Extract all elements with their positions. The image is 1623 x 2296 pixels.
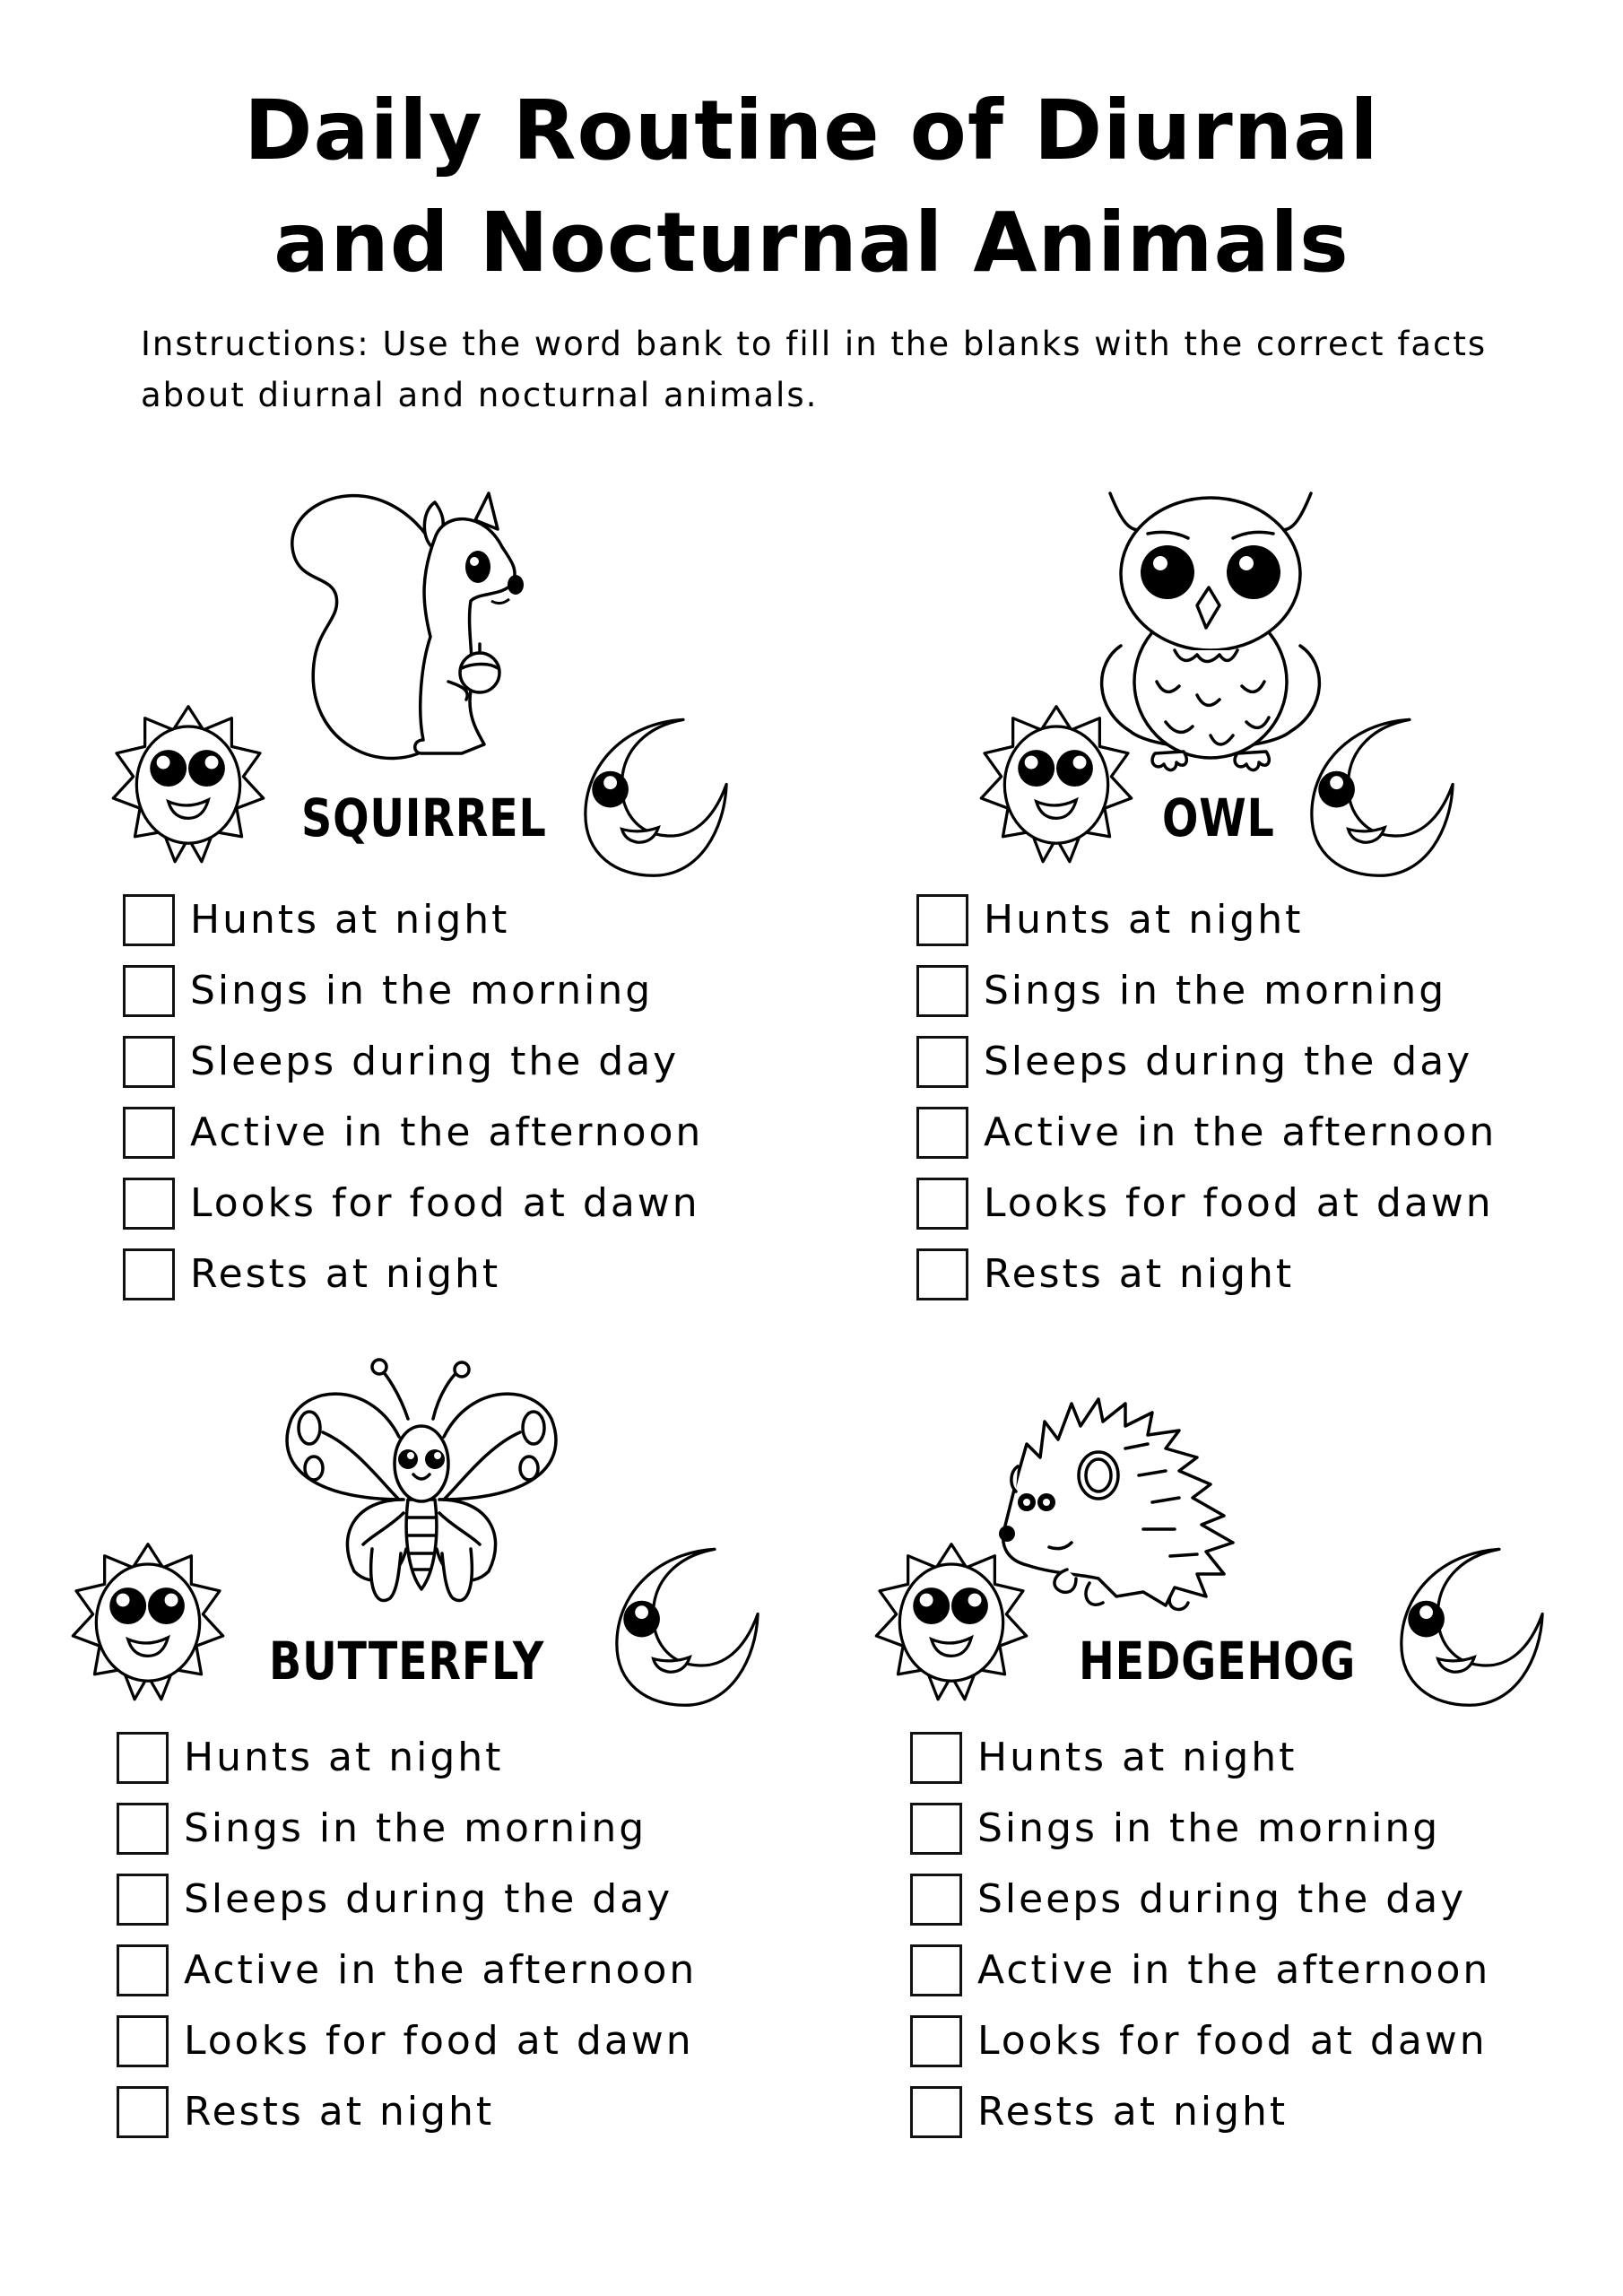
checklist-item bbox=[123, 884, 703, 955]
checklist-item bbox=[910, 1935, 1490, 2005]
checklist-item-label: Rests at night bbox=[190, 1251, 501, 1297]
animal-label-squirrel: SQUIRREL bbox=[301, 787, 547, 848]
moon-icon bbox=[1291, 713, 1462, 879]
checklist-item bbox=[916, 955, 1497, 1026]
checkbox[interactable] bbox=[117, 2015, 169, 2067]
checkbox[interactable] bbox=[123, 1036, 175, 1088]
checklist-item bbox=[117, 1793, 697, 1864]
sun-icon bbox=[973, 703, 1140, 870]
checkbox[interactable] bbox=[117, 1732, 169, 1784]
checklist-item-label: Active in the afternoon bbox=[977, 1947, 1491, 1993]
sun-icon bbox=[65, 1541, 231, 1708]
checklist-item bbox=[916, 1168, 1497, 1239]
checklist-item-label: Hunts at night bbox=[984, 897, 1304, 943]
checklist-item-label: Sings in the morning bbox=[184, 1805, 647, 1851]
checklist-item-label: Rests at night bbox=[977, 2089, 1289, 2135]
checklist-item bbox=[117, 1935, 697, 2005]
page-title-line-2: and Nocturnal Animals bbox=[273, 195, 1350, 291]
checklist-item-label: Hunts at night bbox=[190, 897, 510, 943]
checklist-item-label: Sings in the morning bbox=[190, 968, 654, 1013]
checklist-item bbox=[916, 884, 1497, 955]
checklist-squirrel bbox=[123, 884, 703, 1309]
moon-icon bbox=[565, 713, 735, 879]
checklist-item bbox=[910, 1722, 1490, 1793]
checklist-item-label: Hunts at night bbox=[977, 1735, 1298, 1780]
checklist-item bbox=[117, 2076, 697, 2147]
instructions-line-2: about diurnal and nocturnal animals. bbox=[141, 376, 819, 414]
checkbox[interactable] bbox=[916, 1036, 968, 1088]
checkbox[interactable] bbox=[123, 965, 175, 1017]
checkbox[interactable] bbox=[910, 1732, 962, 1784]
checklist-item-label: Active in the afternoon bbox=[184, 1947, 698, 1993]
instructions bbox=[141, 318, 1540, 421]
checkbox[interactable] bbox=[123, 1107, 175, 1159]
checklist-item-label: Rests at night bbox=[984, 1251, 1295, 1297]
checklist-item-label: Sleeps during the day bbox=[184, 1876, 673, 1922]
checklist-item-label: Looks for food at dawn bbox=[190, 1180, 700, 1226]
checkbox[interactable] bbox=[117, 1803, 169, 1855]
checkbox[interactable] bbox=[117, 2086, 169, 2138]
checkbox[interactable] bbox=[117, 1874, 169, 1926]
checkbox[interactable] bbox=[916, 894, 968, 946]
checkbox[interactable] bbox=[123, 1248, 175, 1300]
checkbox[interactable] bbox=[916, 1178, 968, 1230]
checklist-item bbox=[117, 1722, 697, 1793]
checklist-item-label: Looks for food at dawn bbox=[977, 2018, 1488, 2064]
checklist-item bbox=[910, 1793, 1490, 1864]
page-title-line-1: Daily Routine of Diurnal bbox=[244, 83, 1379, 178]
sun-icon bbox=[868, 1541, 1035, 1708]
checklist-item-label: Looks for food at dawn bbox=[984, 1180, 1494, 1226]
checkbox[interactable] bbox=[916, 1107, 968, 1159]
checklist-butterfly bbox=[117, 1722, 697, 2147]
checkbox[interactable] bbox=[910, 2015, 962, 2067]
sun-icon bbox=[105, 703, 272, 870]
checkbox[interactable] bbox=[123, 894, 175, 946]
moon-icon bbox=[1381, 1543, 1551, 1709]
checklist-item bbox=[916, 1239, 1497, 1309]
checklist-item bbox=[123, 1168, 703, 1239]
instructions-line-1: Instructions: Use the word bank to fill in the blanks with the correct facts bbox=[141, 325, 1488, 363]
checklist-item-label: Hunts at night bbox=[184, 1735, 504, 1780]
squirrel-illustration bbox=[287, 484, 565, 771]
checklist-item-label: Sings in the morning bbox=[977, 1805, 1441, 1851]
checklist-item-label: Active in the afternoon bbox=[984, 1109, 1497, 1155]
checklist-item bbox=[910, 2076, 1490, 2147]
checklist-item bbox=[916, 1097, 1497, 1168]
butterfly-illustration bbox=[273, 1356, 569, 1616]
checklist-item bbox=[123, 1097, 703, 1168]
animal-label-butterfly: BUTTERFLY bbox=[269, 1631, 545, 1692]
checklist-hedgehog bbox=[910, 1722, 1490, 2147]
checkbox[interactable] bbox=[916, 965, 968, 1017]
checklist-item-label: Sings in the morning bbox=[984, 968, 1447, 1013]
checklist-item bbox=[916, 1026, 1497, 1097]
checklist-item bbox=[123, 955, 703, 1026]
checklist-item-label: Looks for food at dawn bbox=[184, 2018, 694, 2064]
checkbox[interactable] bbox=[910, 2086, 962, 2138]
animal-label-hedgehog: HEDGEHOG bbox=[1079, 1631, 1357, 1692]
checklist-item-label: Rests at night bbox=[184, 2089, 495, 2135]
checklist-item bbox=[123, 1239, 703, 1309]
checklist-item bbox=[123, 1026, 703, 1097]
checkbox[interactable] bbox=[910, 1803, 962, 1855]
checklist-owl bbox=[916, 884, 1497, 1309]
checklist-item bbox=[910, 1864, 1490, 1935]
checkbox[interactable] bbox=[117, 1944, 169, 1996]
checklist-item-label: Sleeps during the day bbox=[190, 1039, 680, 1084]
checklist-item bbox=[117, 1864, 697, 1935]
checklist-item-label: Sleeps during the day bbox=[977, 1876, 1467, 1922]
animal-label-owl: OWL bbox=[1162, 787, 1275, 848]
moon-icon bbox=[596, 1543, 767, 1709]
checkbox[interactable] bbox=[123, 1178, 175, 1230]
checkbox[interactable] bbox=[916, 1248, 968, 1300]
checklist-item bbox=[117, 2005, 697, 2076]
checkbox[interactable] bbox=[910, 1874, 962, 1926]
checkbox[interactable] bbox=[910, 1944, 962, 1996]
checklist-item bbox=[910, 2005, 1490, 2076]
checklist-item-label: Sleeps during the day bbox=[984, 1039, 1473, 1084]
checklist-item-label: Active in the afternoon bbox=[190, 1109, 704, 1155]
